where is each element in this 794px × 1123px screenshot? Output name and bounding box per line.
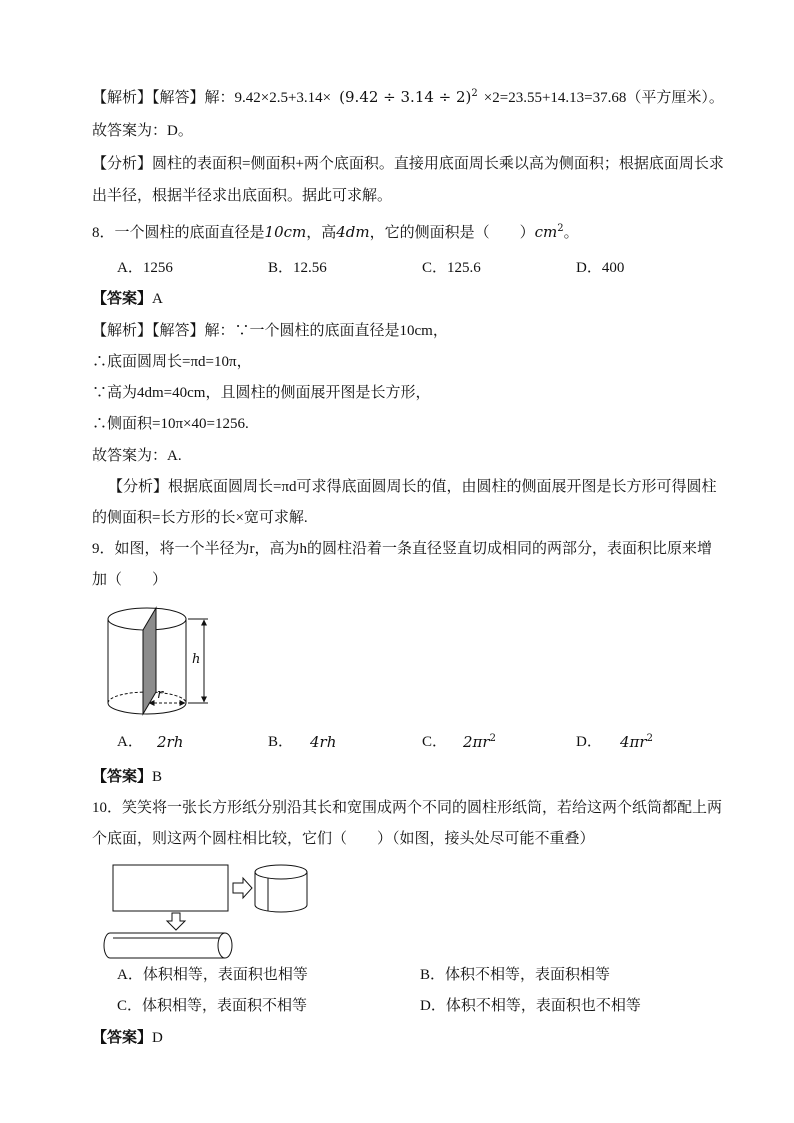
q9-option-d: [620, 732, 653, 752]
q9-stem-line-1: 9．如图，将一个半径为r，高为h的圆柱沿着一条直径竖直切成相同的两部分，表面积比原来增: [92, 541, 712, 557]
q9-option-c-letter: C．: [422, 734, 448, 750]
q8-option-c: [422, 258, 481, 278]
answer-label: 【答案】: [92, 291, 153, 307]
q7-calc-line: [92, 87, 724, 107]
q10-option-c: [117, 996, 307, 1016]
answer-label: 【答案】: [92, 1030, 153, 1046]
q8-solution-line-5: 故答案为：A.: [92, 448, 182, 464]
q8-stem-c: ，它的侧面积是（ ）: [369, 225, 535, 241]
q10-stem-line-2: 个底面，则这两个圆柱相比较，它们（ ）（如图，接头处尽可能不重叠）: [92, 831, 595, 847]
option-letter: D．: [420, 998, 446, 1014]
option-text: 体积相等，表面积不相等: [142, 998, 308, 1014]
q7-calc-exponent: 2: [471, 88, 478, 99]
q9-option-d-expr: 4πr: [620, 733, 647, 751]
q7-calc-prefix: 9.42×2.5+3.14×: [234, 90, 332, 106]
q8-option-b: [268, 258, 327, 278]
q8-diameter: 10cm: [264, 223, 307, 241]
option-text: 400: [601, 260, 625, 276]
option-text: 体积不相等，表面积也不相等: [445, 998, 641, 1014]
q9-option-c-expr: 2πr: [463, 733, 490, 751]
q7-analysis-line-1: 【分析】圆柱的表面积=侧面积+两个底面积。直接用底面周长乘以高为侧面积；根据底面周长求: [92, 156, 724, 172]
q8-stem-a: 一个圆柱的底面直径是: [114, 225, 265, 241]
q9-option-d-letter: D．: [576, 734, 602, 750]
upright-tube-bottom-arc: [255, 905, 307, 912]
q7-calc-paren: (9.42 ÷ 3.14 ÷ 2): [339, 88, 472, 106]
option-letter: B．: [268, 260, 294, 276]
option-letter: C．: [422, 260, 448, 276]
q8-stem-end: 。: [563, 225, 579, 241]
q8-solution-line-2: ∴底面圆周长=πd=10π，: [92, 354, 252, 370]
option-letter: C．: [117, 998, 143, 1014]
q9-answer: [92, 767, 162, 787]
q8-stem-b: ，高: [306, 225, 337, 241]
q8-answer: [92, 289, 163, 309]
radius-label: r: [157, 687, 164, 702]
option-text: 12.56: [293, 260, 327, 276]
q8-option-a: [117, 258, 173, 278]
q10-option-a: [117, 965, 308, 985]
q8-solution-line-3: ∵高为4dm=40cm，且圆柱的侧面展开图是长方形，: [92, 385, 431, 401]
q8-stem: [92, 222, 579, 242]
answer-label: 【答案】: [92, 769, 153, 785]
paper-rectangle: [113, 865, 228, 911]
right-hollow-arrow: [233, 878, 252, 898]
paper-roll-figure: [105, 858, 320, 964]
q9-option-c-exponent: 2: [489, 733, 496, 744]
q10-answer: [92, 1028, 163, 1048]
option-text: 体积相等，表面积也相等: [142, 967, 308, 983]
q7-solution-label: 【解析】【解答】解：: [92, 90, 235, 106]
q9-option-b-expr: 4rh: [310, 733, 337, 751]
q9-option-d-exponent: 2: [646, 733, 653, 744]
cross-section: [143, 608, 156, 714]
q9-option-a-expr: 2rh: [157, 733, 184, 751]
option-text: 1256: [142, 260, 173, 276]
q8-option-d: [576, 258, 624, 278]
option-letter: B．: [420, 967, 446, 983]
q7-conclusion: 故答案为：D。: [92, 123, 193, 139]
cylinder-cut-figure: [100, 600, 215, 722]
option-text: 125.6: [447, 260, 481, 276]
height-label: h: [192, 652, 201, 667]
q10-stem-line-1: 10．笑笑将一张长方形纸分别沿其长和宽围成两个不同的圆柱形纸筒，若给这两个纸筒都配上两: [92, 800, 723, 816]
horizontal-tube-right-end: [218, 933, 232, 958]
upright-tube-top: [255, 865, 307, 879]
answer-value: A: [152, 291, 163, 307]
q8-height: 4dm: [336, 223, 370, 241]
q8-unit-exponent: 2: [557, 223, 564, 234]
q7-calc-suffix: ×2=23.55+14.13=37.68（平方厘米）。: [483, 90, 724, 106]
q9-option-b-letter: B．: [268, 734, 294, 750]
q8-solution-line-1: 【解析】【解答】解：∵一个圆柱的底面直径是10cm，: [92, 323, 448, 339]
q8-solution-line-4: ∴侧面积=10π×40=1256.: [92, 416, 249, 432]
option-letter: A．: [117, 967, 143, 983]
q8-analysis-line-1: 【分析】根据底面圆周长=πd可求得底面圆周长的值，由圆柱的侧面展开图是长方形可得圆柱: [108, 479, 717, 495]
horizontal-tube-left-end: [104, 933, 110, 958]
answer-value: B: [152, 769, 163, 785]
q10-option-b: [420, 965, 610, 985]
q8-number: 8．: [92, 225, 115, 241]
q9-stem-line-2: 加（ ）: [92, 572, 168, 588]
q9-option-a-letter: A．: [117, 734, 143, 750]
option-letter: A．: [117, 260, 143, 276]
down-hollow-arrow: [167, 913, 185, 930]
q8-analysis-line-2: 的侧面积=长方形的长×宽可求解.: [92, 510, 308, 526]
q7-analysis-line-2: 出半径，根据半径求出底面积。据此可求解。: [92, 188, 393, 204]
option-text: 体积不相等，表面积相等: [445, 967, 611, 983]
q8-unit: cm: [534, 223, 558, 241]
option-letter: D．: [576, 260, 602, 276]
answer-value: D: [152, 1030, 163, 1046]
q10-option-d: [420, 996, 641, 1016]
q9-option-c: [463, 732, 496, 752]
